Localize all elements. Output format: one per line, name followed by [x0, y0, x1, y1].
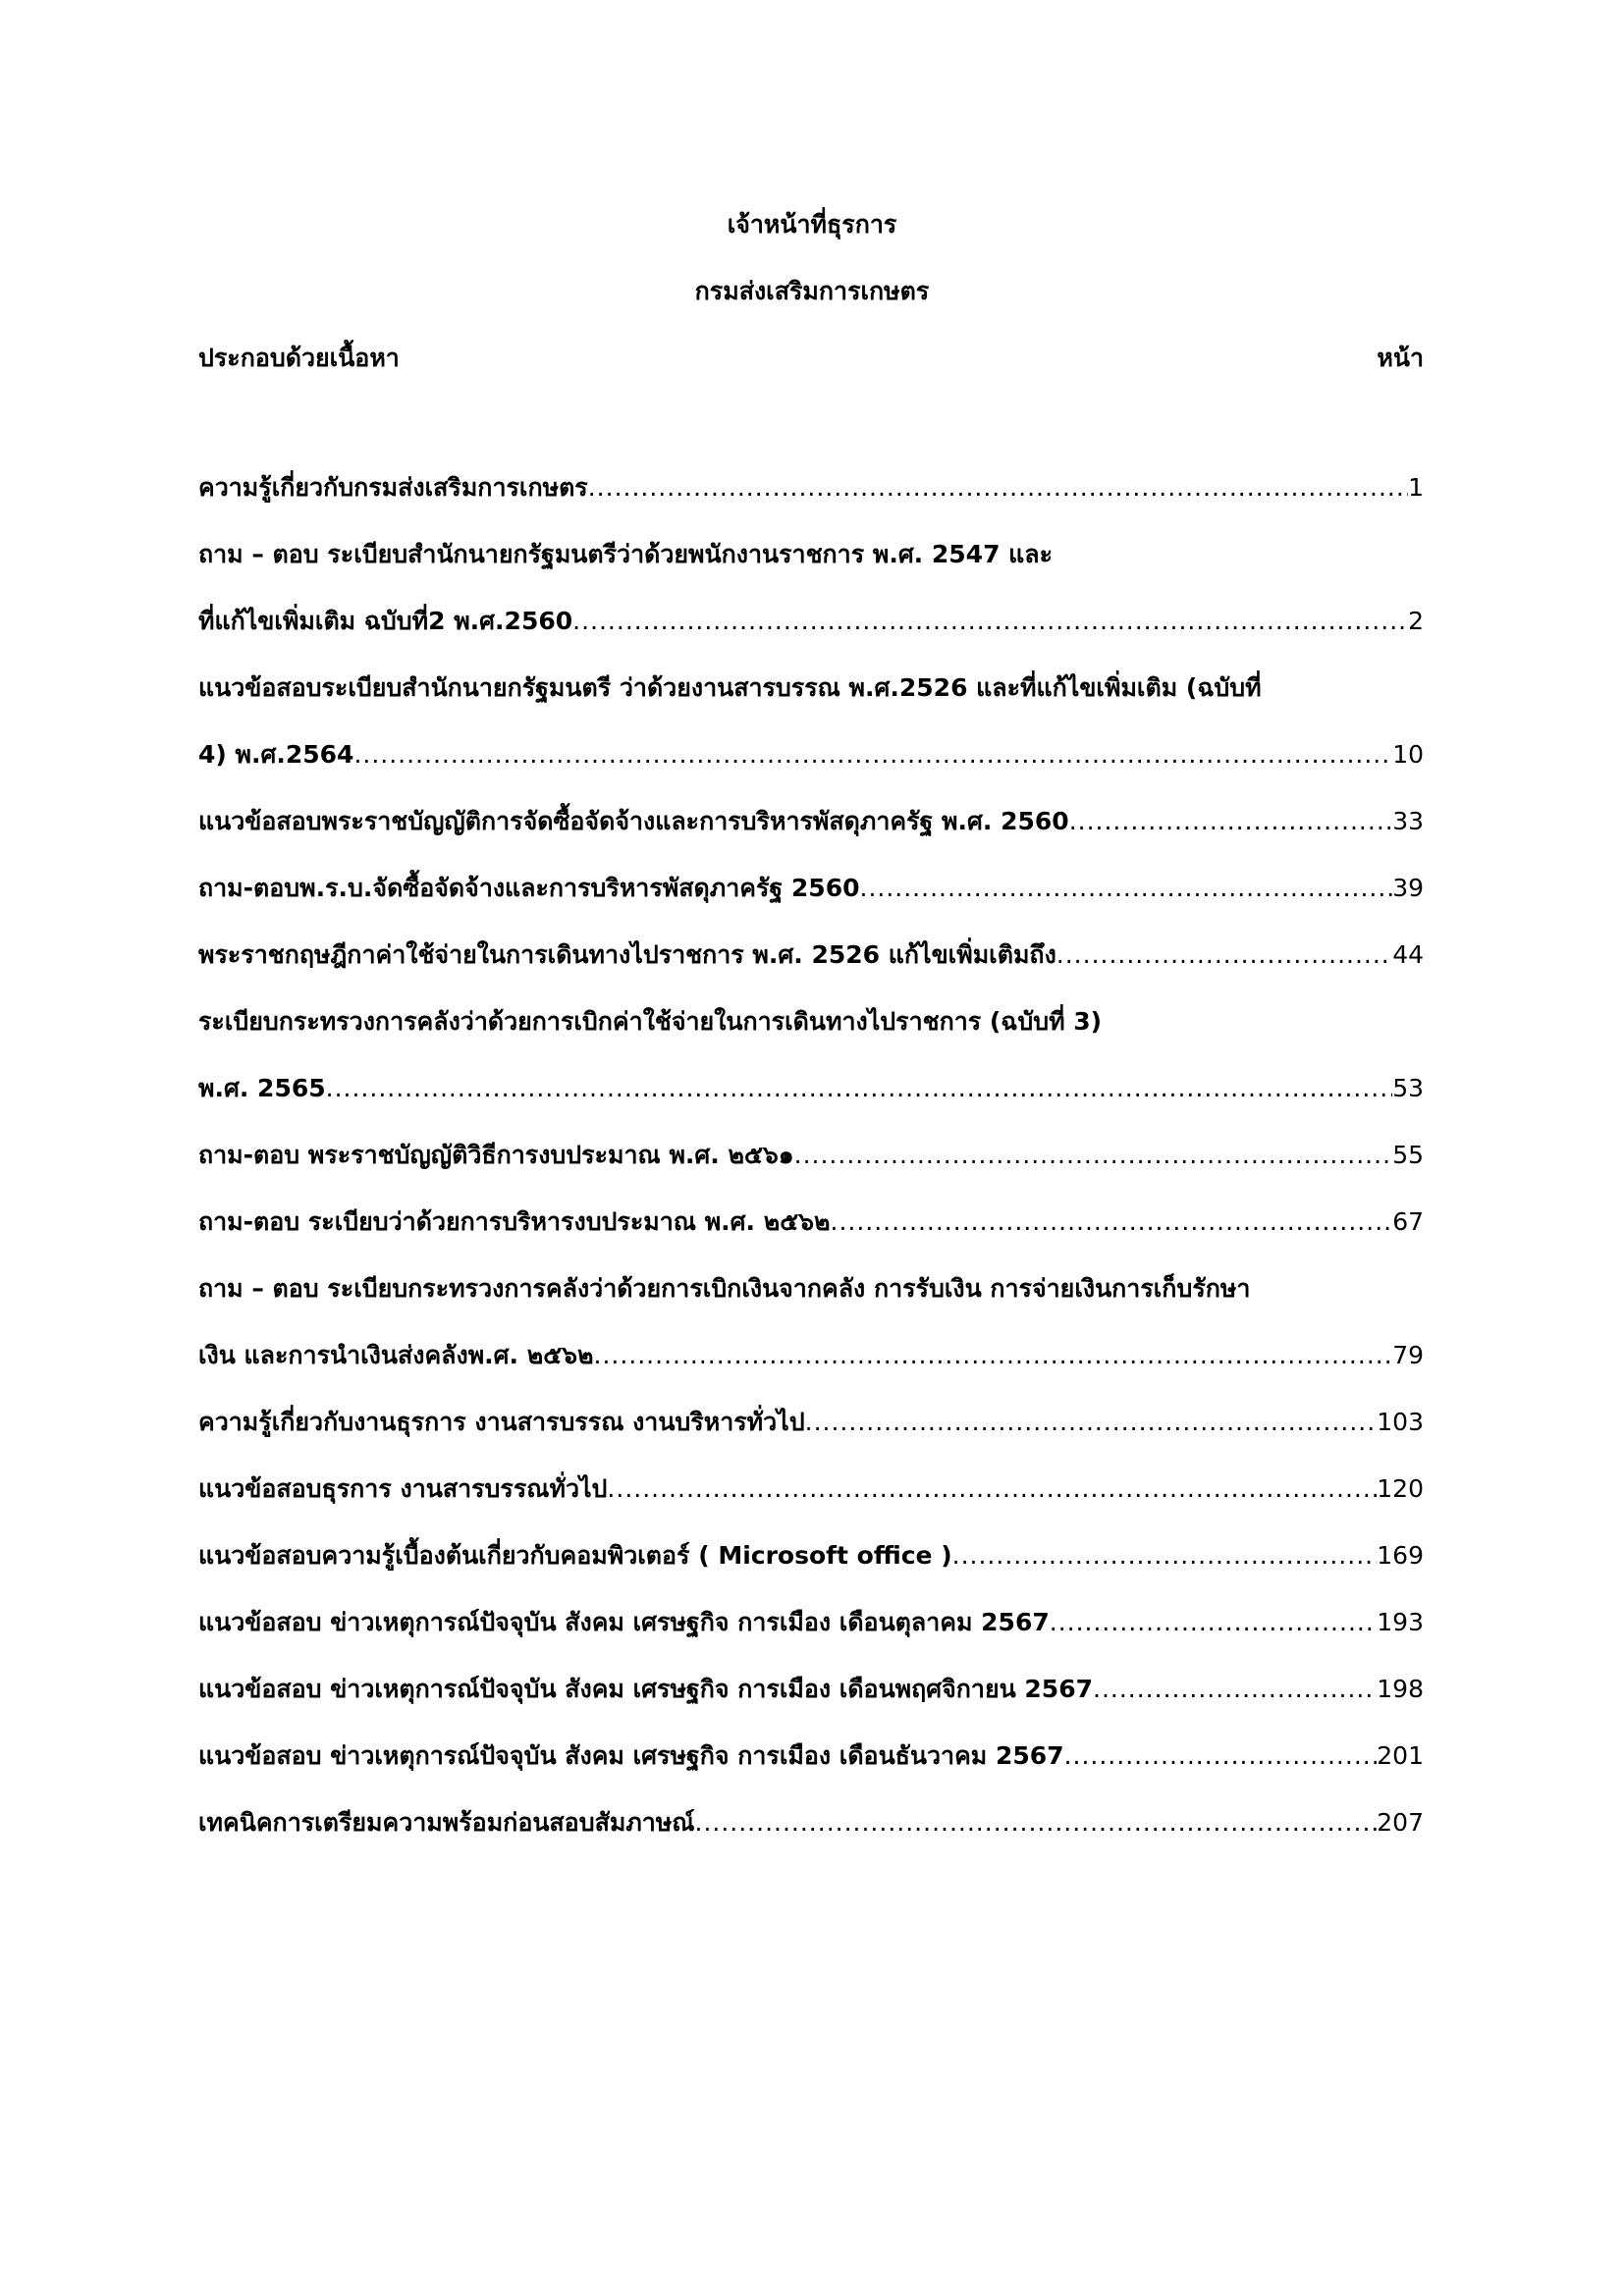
toc-entry [198, 1205, 1424, 1272]
toc-page-number: 169 [1377, 1541, 1424, 1570]
toc-page-number: 55 [1392, 1141, 1424, 1169]
toc-dot-leader [572, 605, 1408, 638]
toc-dot-leader [594, 1339, 1393, 1372]
toc-entry [198, 471, 1424, 538]
toc-page-number: 44 [1392, 940, 1424, 969]
toc-entry-title: แนวข้อสอบ ข่าวเหตุการณ์ปัจจุบัน สังคม เศรษฐกิจ การเมือง เดือนตุลาคม 2567 [198, 1608, 1050, 1636]
toc-entry [198, 1539, 1424, 1606]
toc-entry-title: พ.ศ. 2565 [198, 1074, 326, 1102]
toc-entry-title: 4) พ.ศ.2564 [198, 740, 354, 769]
toc-page-number: 207 [1377, 1808, 1424, 1837]
toc-entry [198, 1272, 1424, 1339]
toc-entry [198, 1673, 1424, 1739]
toc-dot-leader [588, 471, 1408, 505]
toc-entry-title: แนวข้อสอบ ข่าวเหตุการณ์ปัจจุบัน สังคม เศรษฐกิจ การเมือง เดือนพฤศจิกายน 2567 [198, 1675, 1093, 1703]
toc-page-number: 201 [1377, 1741, 1424, 1770]
toc-entry [198, 872, 1424, 938]
toc-dot-leader [1050, 1606, 1378, 1639]
toc-entry-title: แนวข้อสอบธุรการ งานสารบรรณทั่วไป [198, 1474, 608, 1503]
toc-entry-title: เงิน และการนำเงินส่งคลังพ.ศ. ๒๕๖๒ [198, 1341, 594, 1369]
toc-entry-title: ความรู้เกี่ยวกับกรมส่งเสริมการเกษตร [198, 473, 588, 502]
toc-page-number: 193 [1377, 1608, 1424, 1636]
toc-entry-title: ถาม-ตอบ ระเบียบว่าด้วยการบริหารงบประมาณ พ.ศ. ๒๕๖๒ [198, 1207, 831, 1236]
table-of-contents [198, 471, 1424, 1873]
toc-entry [198, 805, 1424, 872]
toc-dot-leader [1064, 1739, 1378, 1773]
toc-dot-leader [1056, 938, 1392, 972]
toc-entry-title: ความรู้เกี่ยวกับงานธุรการ งานสารบรรณ งานบริหารทั่วไป [198, 1408, 805, 1436]
toc-entry-title: ถาม-ตอบ พระราชบัญญัติวิธีการงบประมาณ พ.ศ. ๒๕๖๑ [198, 1141, 794, 1169]
toc-page-number: 198 [1377, 1675, 1424, 1703]
toc-page-number: 10 [1392, 740, 1424, 769]
toc-dot-leader [695, 1806, 1378, 1840]
toc-entry [198, 1072, 1424, 1139]
toc-entry [198, 1406, 1424, 1472]
toc-entry [198, 938, 1424, 1005]
toc-dot-leader [326, 1072, 1393, 1105]
toc-dot-leader [1093, 1673, 1377, 1706]
toc-entry [198, 738, 1424, 805]
toc-entry [198, 538, 1424, 605]
toc-dot-leader [805, 1406, 1378, 1439]
toc-entry-title: ถาม – ตอบ ระเบียบสำนักนายกรัฐมนตรีว่าด้วยพนักงานราชการ พ.ศ. 2547 และ [198, 540, 1054, 568]
toc-entry [198, 1739, 1424, 1806]
toc-dot-leader [353, 738, 1392, 772]
toc-page-number: 120 [1377, 1474, 1424, 1503]
toc-entry-title: ถาม – ตอบ ระเบียบกระทรวงการคลังว่าด้วยการเบิกเงินจากคลัง การรับเงิน การจ่ายเงินการเก็บรักษา [198, 1274, 1251, 1303]
toc-page-number: 2 [1408, 607, 1424, 635]
toc-dot-leader [607, 1472, 1377, 1506]
toc-entry-title: ระเบียบกระทรวงการคลังว่าด้วยการเบิกค่าใช้จ่ายในการเดินทางไปราชการ (ฉบับที่ 3) [198, 1007, 1103, 1036]
toc-page-number: 67 [1392, 1207, 1424, 1236]
toc-entry-title: แนวข้อสอบระเบียบสำนักนายกรัฐมนตรี ว่าด้วยงานสารบรรณ พ.ศ.2526 และที่แก้ไขเพิ่มเติม (ฉบับที่ [198, 673, 1262, 702]
toc-entry [198, 605, 1424, 671]
toc-entry [198, 1005, 1424, 1072]
toc-entry-title: พระราชกฤษฎีกาค่าใช้จ่ายในการเดินทางไปราชการ พ.ศ. 2526 แก้ไขเพิ่มเติมถึง [198, 940, 1056, 969]
toc-entry [198, 1806, 1424, 1873]
toc-page-number: 79 [1392, 1341, 1424, 1369]
toc-entry [198, 1339, 1424, 1406]
toc-page-number: 39 [1392, 874, 1424, 902]
toc-dot-leader [952, 1539, 1378, 1573]
toc-entry-title: ถาม-ตอบพ.ร.บ.จัดซื้อจัดจ้างและการบริหารพัสดุภาครัฐ 2560 [198, 874, 860, 902]
toc-entry-title: แนวข้อสอบความรู้เบื้องต้นเกี่ยวกับคอมพิวเตอร์ ( Microsoft office ) [198, 1541, 952, 1570]
page-column-heading: หน้า [1377, 344, 1424, 372]
toc-page-number: 103 [1377, 1408, 1424, 1436]
toc-page-number: 53 [1392, 1074, 1424, 1102]
toc-page-number: 33 [1392, 807, 1424, 835]
toc-dot-leader [831, 1205, 1393, 1239]
toc-page-number: 1 [1408, 473, 1424, 502]
toc-entry-title: แนวข้อสอบพระราชบัญญัติการจัดซื้อจัดจ้างและการบริหารพัสดุภาครัฐ พ.ศ. 2560 [198, 807, 1069, 835]
toc-entry [198, 1472, 1424, 1539]
toc-dot-leader [1069, 805, 1393, 838]
page-title: เจ้าหน้าที่ธุรการ [727, 210, 897, 239]
toc-entry-title: ที่แก้ไขเพิ่มเติม ฉบับที่2 พ.ศ.2560 [198, 607, 573, 635]
toc-entry [198, 671, 1424, 738]
toc-entry [198, 1606, 1424, 1673]
toc-entry-title: แนวข้อสอบ ข่าวเหตุการณ์ปัจจุบัน สังคม เศรษฐกิจ การเมือง เดือนธันวาคม 2567 [198, 1741, 1064, 1770]
toc-entry-title: เทคนิคการเตรียมความพร้อมก่อนสอบสัมภาษณ์ [198, 1808, 695, 1837]
toc-dot-leader [794, 1139, 1393, 1172]
page-subtitle: กรมส่งเสริมการเกษตร [694, 277, 930, 305]
toc-entry [198, 1139, 1424, 1205]
contents-heading: ประกอบด้วยเนื้อหา [198, 344, 400, 372]
toc-dot-leader [860, 872, 1393, 905]
